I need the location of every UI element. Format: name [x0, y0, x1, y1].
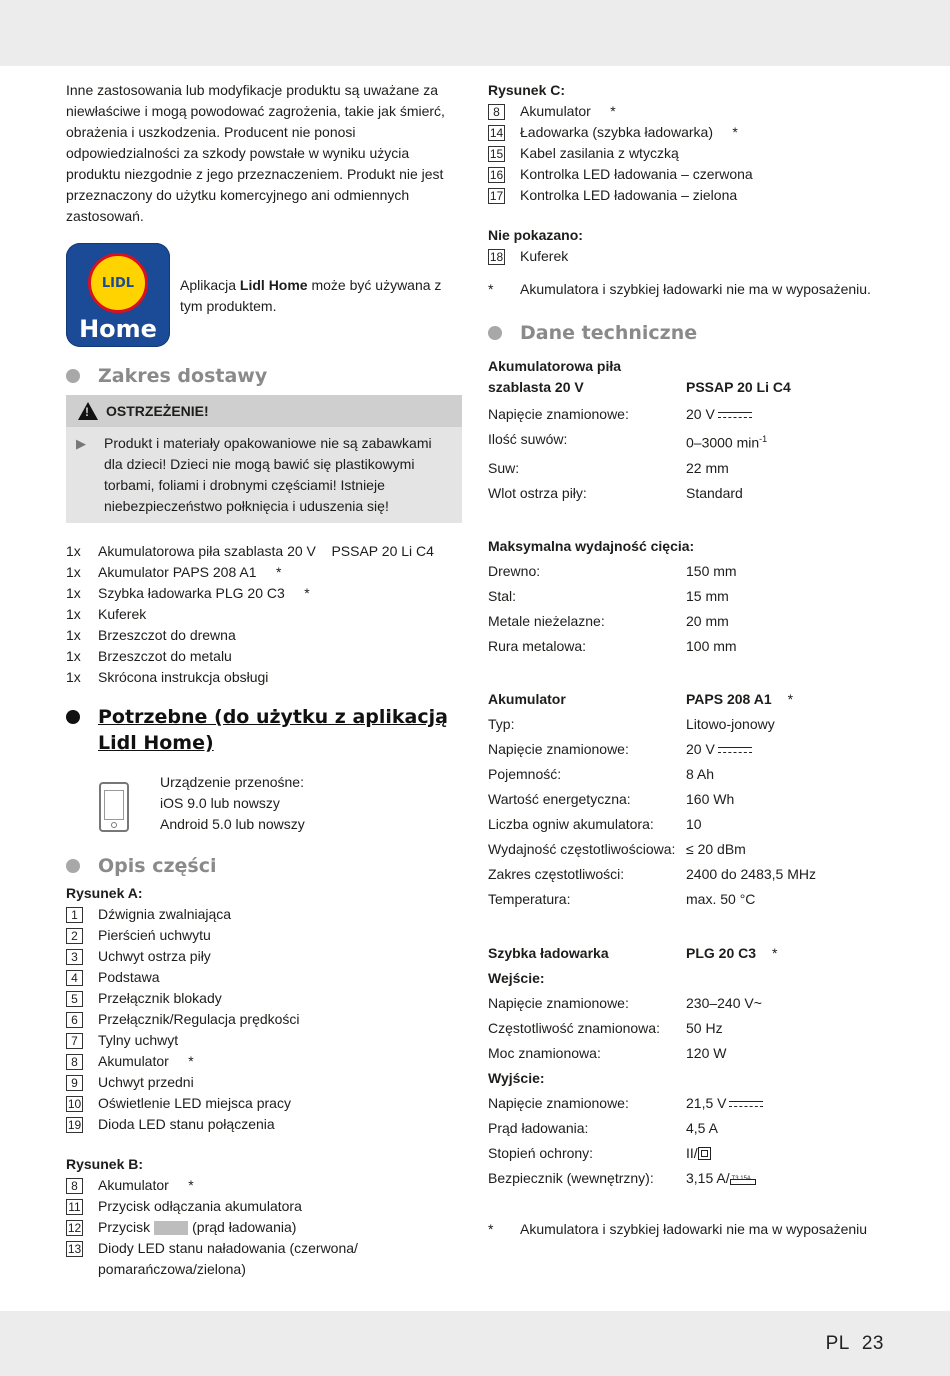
bullet-dot-icon	[66, 710, 80, 724]
heading-text: Zakres dostawy	[98, 365, 268, 387]
spec-value-text: II/	[686, 1144, 698, 1161]
spec-value: 10	[686, 815, 702, 832]
item-text: Akumulatorowa piła szablasta 20 V PSSAP 20 Li C4	[98, 543, 434, 559]
spec-row	[488, 1116, 888, 1141]
list-item	[488, 122, 888, 143]
list-item	[66, 1051, 462, 1072]
heading-text: Dane techniczne	[520, 322, 698, 344]
spec-key: Drewno:	[488, 562, 541, 579]
warning-header	[66, 395, 462, 427]
spec-value: 20 mm	[686, 612, 729, 629]
spec-model	[686, 941, 888, 966]
part-number: 7	[66, 1033, 83, 1049]
spec-heading: Maksymalna wydajność cięcia:	[488, 537, 695, 554]
item-text: Szybka ładowarka PLG 20 C3 *	[98, 585, 310, 601]
app-name: Lidl Home	[239, 277, 308, 293]
spec-row	[488, 1016, 888, 1041]
spec-value: 50 Hz	[686, 1019, 723, 1036]
footer-band	[0, 1311, 950, 1376]
spec-row	[488, 559, 888, 584]
section-heading-scope	[66, 365, 462, 387]
spec-value: 230–240 V~	[686, 994, 762, 1011]
spec-key: Bezpiecznik (wewnętrzny):	[488, 1169, 654, 1186]
footnote-text: Akumulatora i szybkiej ładowarki nie ma w wyposażeniu.	[520, 281, 871, 297]
qty: 1x	[66, 543, 81, 559]
item-text: Akumulator PAPS 208 A1 *	[98, 564, 282, 580]
device-requirements	[66, 772, 462, 835]
warning-triangle-icon	[78, 402, 98, 420]
spec-value: Litowo-jonowy	[686, 715, 775, 732]
spec-row	[488, 456, 888, 481]
spec-key: Prąd ładowania:	[488, 1119, 589, 1136]
spec-row	[488, 584, 888, 609]
spec-value	[686, 1166, 888, 1191]
part-label	[98, 1217, 296, 1238]
spec-row	[488, 1041, 888, 1066]
spec-value: 150 mm	[686, 562, 737, 579]
spec-value: Standard	[686, 484, 743, 501]
spec-key: Napięcie znamionowe:	[488, 994, 629, 1011]
warning-title: OSTRZEŻENIE!	[106, 403, 209, 419]
warning-body	[66, 427, 462, 523]
intro-paragraph: Inne zastosowania lub modyfikacje produktu są uważane za niewłaściwe i mogą powodować zagrożenia, takie jak śmierć, obrażenia i uszkodzenia. Producent nie ponosi odpowiedzialności za szkody powstałe w wyniku użycia produktu niezgodnie z jego przeznaczeniem. Produkt nie jest przeznaczony do użytku komercyjnego ani odmiennych zastosowań.	[66, 82, 445, 224]
list-item	[488, 185, 888, 206]
spec-value-text: 3,15 A/	[686, 1169, 730, 1186]
left-column	[66, 80, 462, 1280]
app-note-text	[180, 275, 462, 317]
dc-symbol-icon	[718, 411, 752, 419]
list-item	[66, 904, 462, 925]
spec-row	[488, 1141, 888, 1166]
list-item	[66, 625, 462, 646]
spec-row	[488, 762, 888, 787]
heading-text: Potrzebne (do użytku z aplikacją Lidl Home)	[98, 706, 448, 754]
figure-title: Rysunek A:	[66, 885, 143, 901]
page-number: 23	[861, 1333, 884, 1354]
part-number: 19	[67, 1118, 82, 1132]
part-number: 6	[66, 1012, 83, 1028]
delivery-list	[66, 541, 462, 688]
fuse-label: T3.15A	[731, 1175, 751, 1182]
spec-value	[686, 1091, 888, 1116]
right-column	[488, 80, 888, 1240]
part-label: Akumulator *	[98, 1177, 194, 1193]
logo-home-text: Home	[79, 315, 157, 343]
part-label: Podstawa	[98, 969, 160, 985]
spec-value	[686, 1141, 888, 1166]
spec-heading: Szybka ładowarka	[488, 944, 609, 961]
smartphone-icon	[99, 782, 129, 832]
spec-key: Typ:	[488, 715, 515, 732]
spec-model-text: PLG 20 C3	[686, 944, 757, 961]
list-item	[66, 967, 462, 988]
list-item	[66, 1030, 462, 1051]
bullet-dot-icon	[66, 859, 80, 873]
part-label-pre: Przycisk	[98, 1219, 151, 1235]
spec-row	[488, 402, 888, 427]
list-item	[66, 1093, 462, 1114]
spec-row	[488, 991, 888, 1016]
list-item	[66, 1114, 462, 1135]
part-number: 12	[67, 1221, 82, 1235]
part-label: Oświetlenie LED miejsca pracy	[98, 1095, 291, 1111]
charge-current-button-icon	[154, 1221, 188, 1235]
spec-value-text: 20 V	[686, 406, 715, 422]
part-number: 8	[66, 1178, 83, 1194]
footnote-star: *	[488, 1220, 494, 1237]
spec-row	[488, 887, 888, 912]
app-note-pre: Aplikacja	[180, 277, 240, 293]
part-label: Dioda LED stanu połączenia	[98, 1116, 275, 1132]
spec-value: 8 Ah	[686, 765, 715, 782]
spec-heading: Akumulator	[488, 690, 566, 707]
fuse-icon	[730, 1173, 756, 1185]
protection-class-icon	[698, 1147, 711, 1160]
bullet-dot-icon	[66, 369, 80, 383]
lidl-home-logo	[66, 243, 170, 347]
part-label: Pierścień uchwytu	[98, 927, 211, 943]
part-number: 8	[66, 1054, 83, 1070]
list-item	[66, 604, 462, 625]
spec-row	[488, 837, 888, 862]
bullet-dot-icon	[488, 326, 502, 340]
spec-value: 160 Wh	[686, 790, 735, 807]
list-item	[66, 583, 462, 604]
list-item	[488, 164, 888, 185]
spec-charger	[488, 941, 888, 1191]
spec-value-text: 0–3000 min	[686, 434, 760, 451]
list-item	[66, 646, 462, 667]
list-item	[66, 1238, 462, 1280]
part-number: 14	[489, 126, 504, 140]
spec-heading-row	[488, 687, 888, 712]
spec-key: Ilość suwów:	[488, 431, 568, 447]
app-note-post: może być używana z tym produktem.	[180, 277, 442, 314]
warning-box	[66, 395, 462, 523]
spec-key: Zakres częstotliwości:	[488, 865, 625, 882]
item-text: Brzeszczot do drewna	[98, 627, 236, 643]
device-line: Urządzenie przenośne:	[160, 774, 304, 790]
part-number: 9	[66, 1075, 83, 1091]
item-text: Skrócona instrukcja obsługi	[98, 669, 269, 685]
spec-heading-row	[488, 941, 888, 966]
spec-key: Napięcie znamionowe:	[488, 1094, 629, 1111]
list-item	[66, 1217, 462, 1238]
spec-key: Stopień ochrony:	[488, 1144, 594, 1161]
spec-subheading: Wyjście:	[488, 1069, 545, 1086]
spec-key: Wydajność częstotliwościowa:	[488, 840, 676, 857]
spec-key: Stal:	[488, 587, 517, 604]
figure-title: Nie pokazano:	[488, 227, 583, 243]
device-line: iOS 9.0 lub nowszy	[160, 795, 280, 811]
list-item	[488, 143, 888, 164]
device-lines	[160, 772, 305, 835]
spec-key: Temperatura:	[488, 890, 571, 907]
spec-row	[488, 737, 888, 762]
spec-key: Napięcie znamionowe:	[488, 406, 629, 422]
part-number: 4	[66, 970, 83, 986]
part-label: Dźwignia zwalniająca	[98, 906, 232, 922]
spec-value: 120 W	[686, 1044, 727, 1061]
part-number: 1	[66, 907, 83, 923]
qty: 1x	[66, 606, 81, 622]
spec-row	[488, 1091, 888, 1116]
qty: 1x	[66, 585, 81, 601]
figure-c-list	[488, 80, 888, 206]
spec-value	[686, 402, 888, 427]
part-number: 10	[67, 1097, 82, 1111]
part-number: 16	[489, 168, 504, 182]
spec-model: PSSAP 20 Li C4	[686, 379, 791, 395]
footnote-text: Akumulatora i szybkiej ładowarki nie ma w wyposażeniu	[520, 1220, 868, 1237]
spec-value: 22 mm	[686, 459, 729, 476]
part-label: Uchwyt przedni	[98, 1074, 194, 1090]
item-text: Brzeszczot do metalu	[98, 648, 232, 664]
part-number: 17	[489, 189, 504, 203]
spec-row	[488, 1166, 888, 1191]
spec-row	[488, 862, 888, 887]
part-number: 18	[489, 250, 504, 264]
spec-star: *	[787, 690, 794, 707]
list-item	[66, 946, 462, 967]
list-item	[66, 562, 462, 583]
part-label: Przełącznik/Regulacja prędkości	[98, 1011, 300, 1027]
lidl-logo-circle	[88, 253, 148, 313]
spec-heading: szablasta 20 V	[488, 379, 584, 395]
list-item	[66, 1072, 462, 1093]
figure-title: Rysunek B:	[66, 1156, 144, 1172]
part-number: 5	[66, 991, 83, 1007]
spec-saw	[488, 356, 888, 506]
list-item	[66, 1196, 462, 1217]
spec-value: max. 50 °C	[686, 890, 756, 907]
spec-row	[488, 712, 888, 737]
device-line: Android 5.0 lub nowszy	[160, 816, 305, 832]
part-number: 15	[489, 147, 504, 161]
list-item	[66, 925, 462, 946]
spec-key: Suw:	[488, 459, 520, 476]
list-item	[488, 101, 888, 122]
part-number: 2	[66, 928, 83, 944]
spec-key: Napięcie znamionowe:	[488, 740, 629, 757]
spec-star: *	[772, 944, 778, 961]
figure-b-list	[66, 1154, 462, 1280]
section-heading-needed	[66, 704, 462, 756]
spec-key: Metale nieżelazne:	[488, 612, 605, 629]
part-label-post: (prąd ładowania)	[192, 1219, 297, 1235]
part-label: Ładowarka (szybka ładowarka) *	[520, 124, 738, 140]
qty: 1x	[66, 648, 81, 664]
part-label: Diody LED stanu naładowania (czerwona/ pomarańczowa/zielona)	[98, 1240, 358, 1277]
part-label: Kabel zasilania z wtyczką	[520, 145, 679, 161]
section-heading-parts	[66, 855, 462, 877]
dc-symbol-icon	[718, 746, 752, 754]
part-label: Przycisk odłączania akumulatora	[98, 1198, 302, 1214]
list-item	[488, 246, 888, 267]
spec-key: Wartość energetyczna:	[488, 790, 631, 807]
list-item	[66, 541, 462, 562]
spec-value	[686, 427, 888, 456]
heading-text: Opis części	[98, 855, 217, 877]
spec-row	[488, 787, 888, 812]
spec-subheading: Wejście:	[488, 969, 545, 986]
part-number: 8	[488, 104, 505, 120]
figure-title: Rysunek C:	[488, 82, 566, 98]
spec-value: 2400 do 2483,5 MHz	[686, 865, 816, 882]
warning-text: Produkt i materiały opakowaniowe nie są zabawkami dla dzieci! Dzieci nie mogą bawić się plastikowymi torbami, foliami i drobnymi częściami! Istnieje niebezpieczeństwo połknięcia i uduszenia się!	[104, 435, 432, 514]
spec-heading-row	[488, 377, 888, 398]
qty: 1x	[66, 627, 81, 643]
footnote	[488, 1219, 888, 1240]
spec-heading: Akumulatorowa piła	[488, 358, 622, 374]
part-label: Tylny uchwyt	[98, 1032, 179, 1048]
spec-value-text: 20 V	[686, 740, 715, 757]
qty: 1x	[66, 669, 81, 685]
not-shown-list	[488, 225, 888, 267]
dc-symbol-icon	[729, 1100, 763, 1108]
footnote	[488, 279, 888, 300]
figure-a-list	[66, 883, 462, 1135]
spec-key: Pojemność:	[488, 765, 562, 782]
spec-key: Wlot ostrza piły:	[488, 484, 587, 501]
part-label: Uchwyt ostrza piły	[98, 948, 211, 964]
spec-row	[488, 812, 888, 837]
spec-key: Rura metalowa:	[488, 637, 587, 654]
part-label: Przełącznik blokady	[98, 990, 222, 1006]
list-item	[66, 1009, 462, 1030]
page-footer	[814, 1333, 884, 1355]
arrow-right-icon: ▶	[76, 436, 86, 451]
spec-row	[488, 634, 888, 659]
spec-key: Liczba ogniw akumulatora:	[488, 815, 654, 832]
spec-sup: -1	[759, 434, 768, 444]
list-item	[66, 988, 462, 1009]
spec-value: 100 mm	[686, 637, 737, 654]
list-item	[66, 667, 462, 688]
spec-model	[686, 687, 888, 712]
language-code: PL	[825, 1333, 850, 1354]
spec-row	[488, 481, 888, 506]
part-label: Akumulator *	[98, 1053, 194, 1069]
section-heading-tech	[488, 322, 888, 344]
part-label: Kontrolka LED ładowania – zielona	[520, 187, 738, 203]
logo-lidl-text: LIDL	[101, 275, 135, 291]
spec-value: 15 mm	[686, 587, 729, 604]
header-band	[0, 0, 950, 66]
spec-row	[488, 427, 888, 456]
qty: 1x	[66, 564, 81, 580]
part-label: Kuferek	[520, 248, 569, 264]
part-label: Akumulator *	[520, 103, 616, 119]
spec-value	[686, 737, 888, 762]
spec-value: ≤ 20 dBm	[686, 840, 746, 857]
spec-cut	[488, 534, 888, 659]
footnote-star: *	[488, 281, 494, 297]
part-number: 13	[67, 1242, 82, 1256]
spec-value-text: 21,5 V	[686, 1094, 727, 1111]
spec-key: Częstotliwość znamionowa:	[488, 1019, 660, 1036]
spec-battery	[488, 687, 888, 912]
part-label: Kontrolka LED ładowania – czerwona	[520, 166, 753, 182]
item-text: Kuferek	[98, 606, 147, 622]
spec-model-text: PAPS 208 A1	[686, 690, 772, 707]
part-number: 3	[66, 949, 83, 965]
app-note	[66, 243, 462, 347]
list-item	[66, 1175, 462, 1196]
spec-value: 4,5 A	[686, 1119, 718, 1136]
part-number: 11	[66, 1199, 83, 1215]
spec-row	[488, 609, 888, 634]
spec-key: Moc znamionowa:	[488, 1044, 601, 1061]
